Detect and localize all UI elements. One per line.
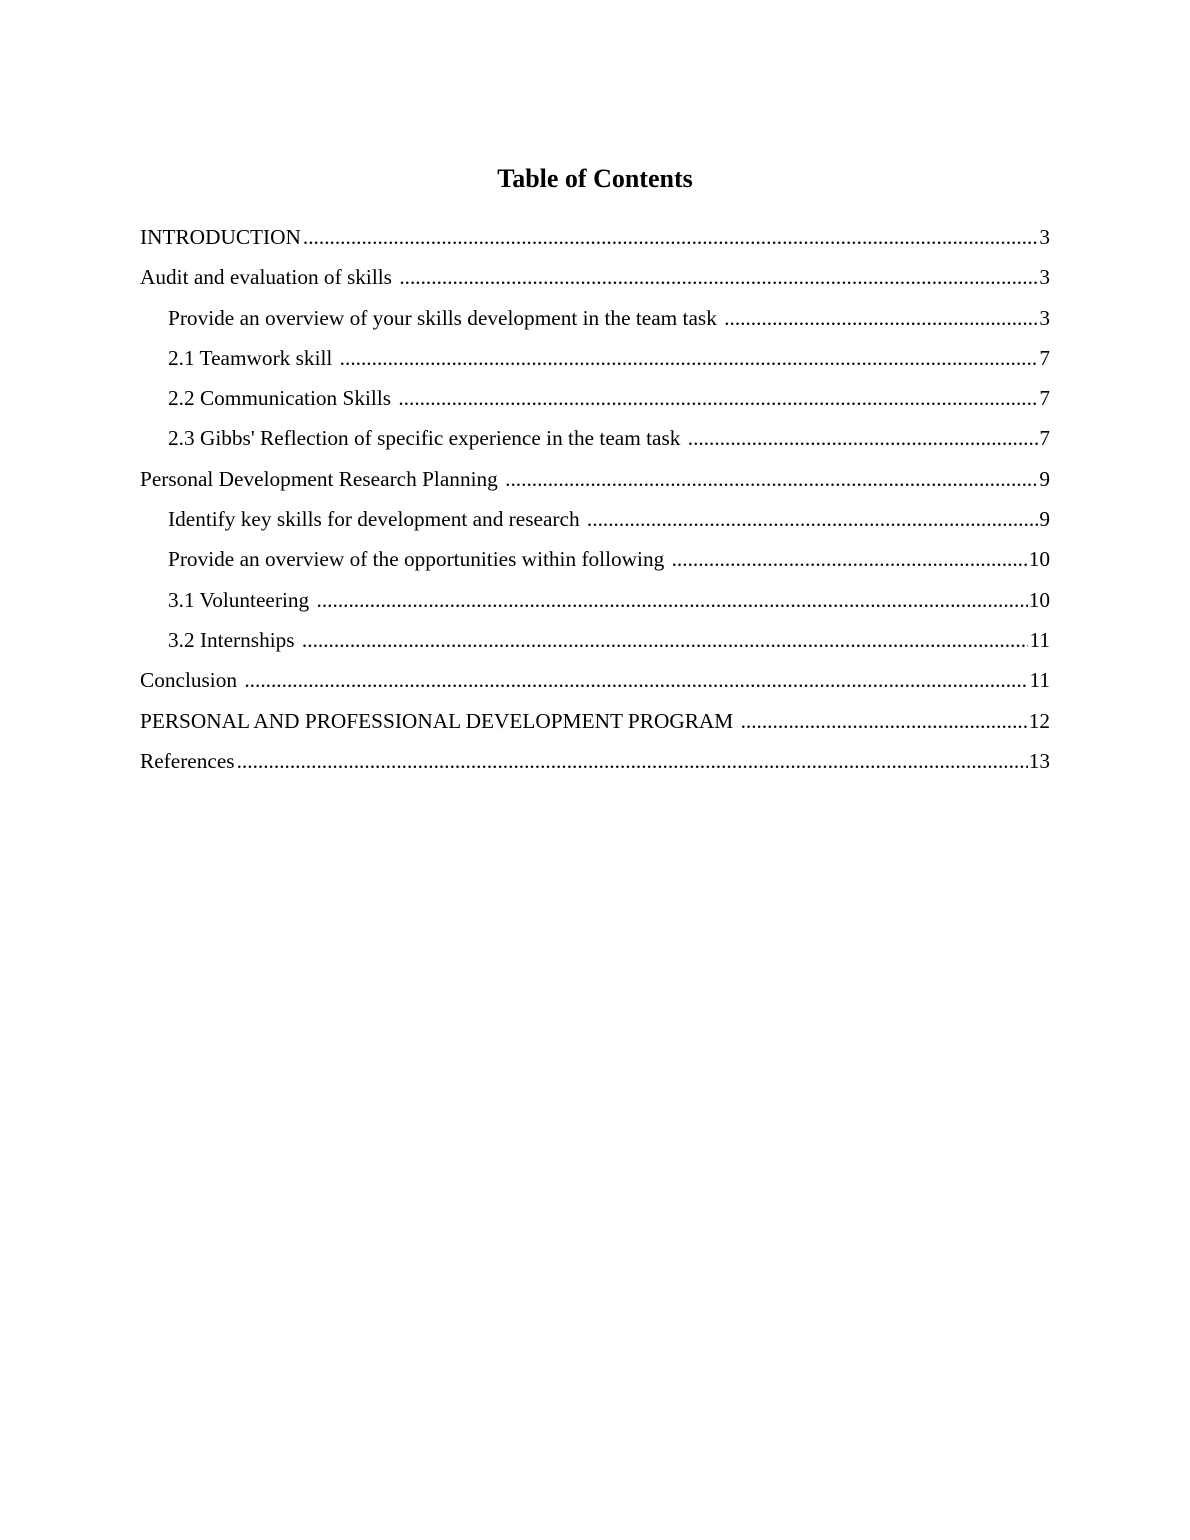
toc-dot-leader <box>317 580 1028 620</box>
toc-entry-introduction[interactable] <box>140 217 1050 257</box>
toc-entry-identify-key-skills[interactable] <box>140 499 1050 539</box>
toc-page-number: 7 <box>1039 386 1050 411</box>
toc-entry-label: Provide an overview of your skills development in the team task <box>168 305 723 330</box>
toc-page-number: 9 <box>1039 507 1050 532</box>
toc-entry-label: 2.2 Communication Skills <box>168 386 397 411</box>
toc-entry-teamwork-skill[interactable] <box>140 338 1050 378</box>
toc-page-number: 3 <box>1039 265 1050 290</box>
toc-page-number: 12 <box>1028 708 1050 733</box>
page-title: Table of Contents <box>497 164 693 193</box>
toc-dot-leader <box>237 741 1028 781</box>
toc-dot-leader <box>724 298 1038 338</box>
toc-entry-label: 2.1 Teamwork skill <box>168 345 338 370</box>
toc-entry-label: 3.2 Internships <box>168 627 300 652</box>
toc-entry-label: Identify key skills for development and research <box>168 507 585 532</box>
toc-entry-label: 2.3 Gibbs' Reflection of specific experience in the team task <box>168 426 686 451</box>
toc-page-number: 3 <box>1039 225 1050 249</box>
toc-entry-audit-and-evaluation[interactable] <box>140 257 1050 297</box>
toc-page-number: 10 <box>1028 587 1050 612</box>
toc-entry-label: Provide an overview of the opportunities within following <box>168 547 670 572</box>
toc-page-number: 7 <box>1039 345 1050 370</box>
toc-entry-label: 3.1 Volunteering <box>168 587 315 612</box>
toc-dot-leader <box>741 701 1028 741</box>
toc-page-number: 7 <box>1039 426 1050 451</box>
toc-page-number: 13 <box>1028 748 1050 773</box>
toc-page-number: 11 <box>1029 627 1050 652</box>
toc-entry-research-planning[interactable] <box>140 459 1050 499</box>
toc-entry-label: INTRODUCTION <box>140 225 301 249</box>
toc-entry-references[interactable] <box>140 741 1050 781</box>
toc-dot-leader <box>340 338 1039 378</box>
toc-dot-leader <box>398 378 1038 418</box>
toc-entry-label: References <box>140 748 235 773</box>
toc-entry-conclusion[interactable] <box>140 660 1050 700</box>
toc-entry-development-program[interactable] <box>140 701 1050 741</box>
toc-entry-label: Personal Development Research Planning <box>140 466 504 491</box>
toc-page-number: 9 <box>1039 466 1050 491</box>
toc-dot-leader <box>672 539 1028 579</box>
toc-dot-leader <box>302 620 1029 660</box>
toc-entry-communication-skills[interactable] <box>140 378 1050 418</box>
toc-entry-label: PERSONAL AND PROFESSIONAL DEVELOPMENT PROGRAM <box>140 708 739 733</box>
toc-dot-leader <box>505 459 1038 499</box>
toc-dot-leader <box>587 499 1038 539</box>
toc-entry-label: Conclusion <box>140 668 243 693</box>
toc-page-number: 3 <box>1039 305 1050 330</box>
toc-page-number: 11 <box>1029 668 1050 693</box>
toc-dot-leader <box>399 257 1038 297</box>
toc-list <box>140 217 1050 781</box>
toc-dot-leader <box>688 418 1039 458</box>
toc-entry-opportunities-overview[interactable] <box>140 539 1050 579</box>
toc-entry-internships[interactable] <box>140 620 1050 660</box>
toc-page-number: 10 <box>1028 547 1050 572</box>
toc-entry-skills-overview[interactable] <box>140 298 1050 338</box>
toc-dot-leader <box>244 660 1028 700</box>
toc-entry-gibbs-reflection[interactable] <box>140 418 1050 458</box>
toc-entry-volunteering[interactable] <box>140 580 1050 620</box>
toc-entry-label: Audit and evaluation of skills <box>140 265 398 290</box>
toc-dot-leader <box>303 217 1038 257</box>
